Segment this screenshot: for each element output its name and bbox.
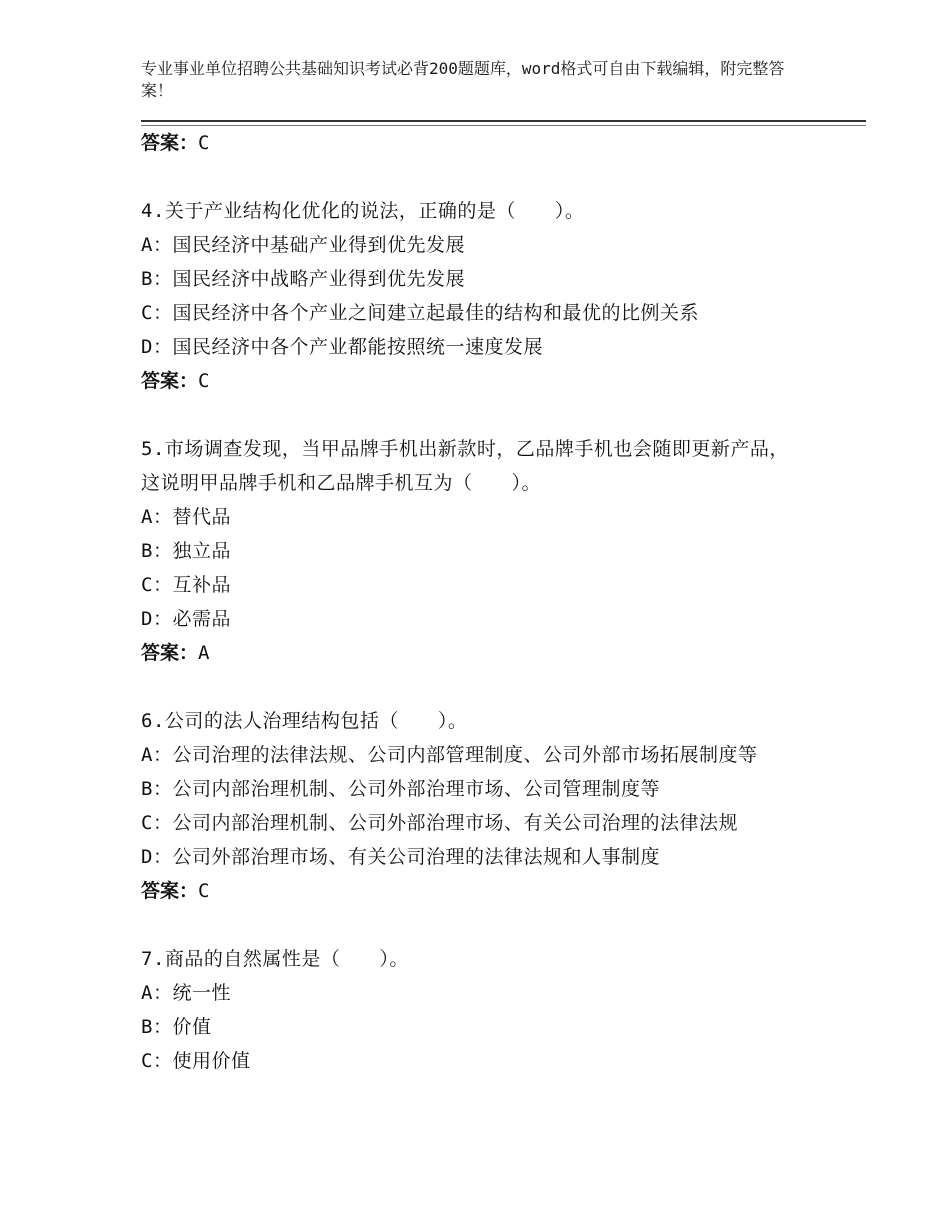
answer-label: 答案： <box>141 880 199 902</box>
answer-value: A <box>198 642 210 664</box>
answer-line <box>141 364 821 398</box>
option-a: A：公司治理的法律法规、公司内部管理制度、公司外部市场拓展制度等 <box>141 744 758 766</box>
option-d: D：国民经济中各个产业都能按照统一速度发展 <box>141 336 543 358</box>
answer-value: C <box>198 132 210 154</box>
question-item <box>141 194 821 398</box>
option-b: B：独立品 <box>141 540 231 562</box>
question-item <box>141 704 821 908</box>
page-header <box>141 58 801 102</box>
option-a: A：国民经济中基础产业得到优先发展 <box>141 234 465 256</box>
answer-line <box>141 636 821 670</box>
option-a: A：替代品 <box>141 506 231 528</box>
spacer <box>141 670 821 704</box>
option-b: B：价值 <box>141 1016 212 1038</box>
spacer <box>141 398 821 432</box>
question-stem: 7.商品的自然属性是（ ）。 <box>141 948 409 970</box>
option-b: B：国民经济中战略产业得到优先发展 <box>141 268 465 290</box>
question-stem: 5.市场调查发现，当甲品牌手机出新款时，乙品牌手机也会随即更新产品，这说明甲品牌手机和乙品牌手机互为（ ）。 <box>141 438 789 494</box>
answer-label: 答案： <box>141 370 199 392</box>
option-d: D：必需品 <box>141 608 231 630</box>
option-c: C：使用价值 <box>141 1050 251 1072</box>
option-c: C：互补品 <box>141 574 231 596</box>
option-a: A：统一性 <box>141 982 231 1004</box>
spacer <box>141 908 821 942</box>
option-b: B：公司内部治理机制、公司外部治理市场、公司管理制度等 <box>141 778 660 800</box>
option-c: C：国民经济中各个产业之间建立起最佳的结构和最优的比例关系 <box>141 302 699 324</box>
answer-value: C <box>198 370 210 392</box>
spacer <box>141 160 821 194</box>
option-c: C：公司内部治理机制、公司外部治理市场、有关公司治理的法律法规 <box>141 812 738 834</box>
header-rule <box>141 120 866 122</box>
answer-value: C <box>198 880 210 902</box>
question-stem: 4.关于产业结构化优化的说法，正确的是（ ）。 <box>141 200 585 222</box>
question-list <box>141 126 821 1078</box>
question-stem: 6.公司的法人治理结构包括（ ）。 <box>141 710 468 732</box>
option-d: D：公司外部治理市场、有关公司治理的法律法规和人事制度 <box>141 846 660 868</box>
answer-line <box>141 874 821 908</box>
question-item <box>141 432 821 670</box>
header-title: 专业事业单位招聘公共基础知识考试必背200题题库，word格式可自由下载编辑，附完整答案！ <box>141 59 785 100</box>
answer-label: 答案： <box>141 132 199 154</box>
answer-line <box>141 126 821 160</box>
question-item <box>141 942 821 1078</box>
answer-label: 答案： <box>141 642 199 664</box>
